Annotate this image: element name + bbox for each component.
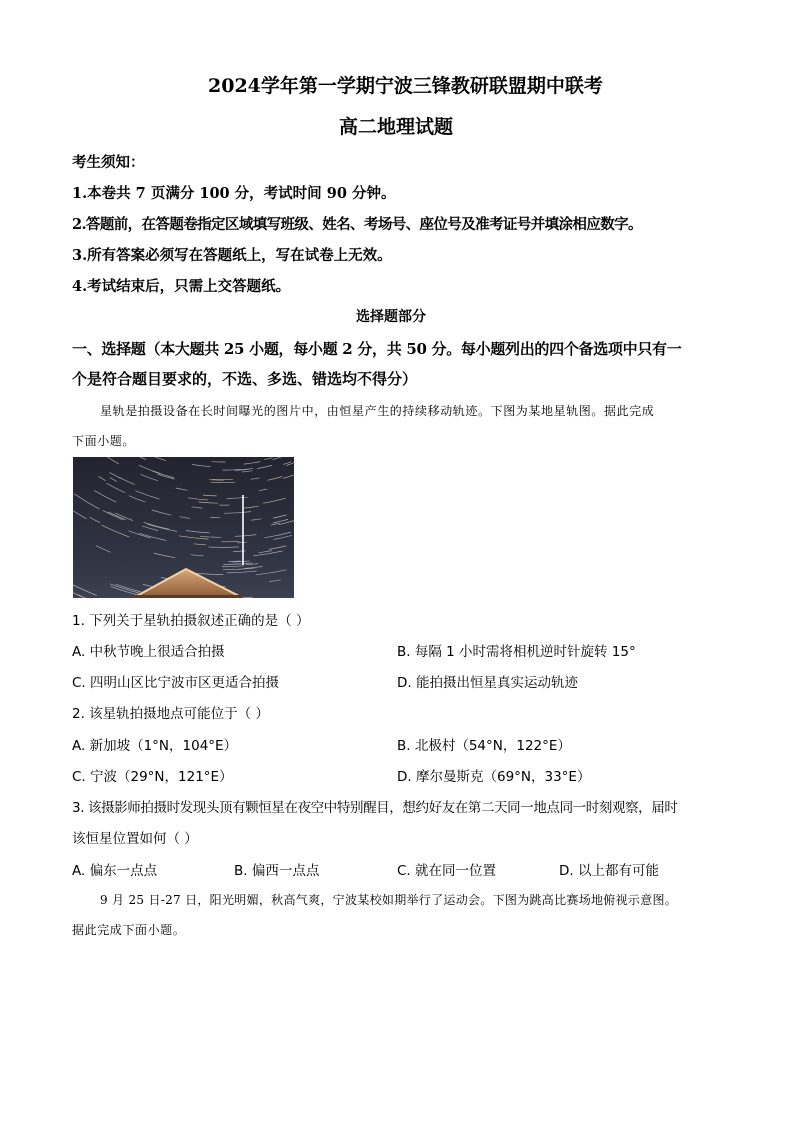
question-2-stem: 2. 该星轨拍摄地点可能位于（ ） — [72, 706, 269, 722]
question-1-option-a: A. 中秋节晚上很适合拍摄 — [72, 644, 225, 660]
notice-heading: 考生须知： — [72, 154, 145, 171]
part1-instructions-line2: 个是符合题目要求的，不选、多选、错选均不得分） — [72, 370, 418, 388]
question-3-option-c: C. 就在同一位置 — [397, 863, 497, 879]
intro1-line2: 下面小题。 — [72, 434, 136, 448]
question-3-stem-line2: 该恒星位置如何（ ） — [72, 831, 198, 847]
star-trail-image — [73, 457, 294, 598]
question-1-stem: 1. 下列关于星轨拍摄叙述正确的是（ ） — [72, 613, 310, 629]
intro1-line1: 星轨是拍摄设备在长时间曝光的图片中，由恒星产生的持续移动轨迹。下图为某地星轨图。据此完成 — [100, 404, 655, 418]
question-2-option-c: C. 宁波（29°N，121°E） — [72, 769, 233, 785]
intro2-line2: 据此完成下面小题。 — [72, 923, 186, 937]
question-3-stem-line1: 3. 该摄影师拍摄时发现头顶有颗恒星在夜空中特别醒目，想约好友在第二天同一地点同一时刻观察，届时 — [72, 800, 678, 816]
exam-subtitle: 高二地理试题 — [339, 116, 454, 138]
notice-item-4: 4.考试结束后，只需上交答题纸。 — [72, 278, 291, 295]
question-1-option-b: B. 每隔 1 小时需将相机逆时针旋转 15° — [397, 644, 636, 660]
question-3-option-b: B. 偏西一点点 — [234, 863, 320, 879]
question-2-option-d: D. 摩尔曼斯克（69°N，33°E） — [397, 769, 591, 785]
exam-title: 2024学年第一学期宁波三锋教研联盟期中联考 — [208, 75, 603, 97]
question-3-option-a: A. 偏东一点点 — [72, 863, 158, 879]
question-2-option-a: A. 新加坡（1°N，104°E） — [72, 738, 238, 754]
part1-instructions-line1: 一、选择题（本大题共 25 小题，每小题 2 分，共 50 分。每小题列出的四个备选项中只有一 — [72, 340, 682, 358]
question-3-option-d: D. 以上都有可能 — [559, 863, 659, 879]
notice-item-1: 1.本卷共 7 页满分 100 分，考试时间 90 分钟。 — [72, 185, 396, 202]
intro2-line1: 9 月 25 日-27 日，阳光明媚，秋高气爽，宁波某校如期举行了运动会。下图为跳高比赛场地俯视示意图。 — [100, 893, 678, 907]
star-trail-photo — [73, 457, 294, 598]
question-1-option-d: D. 能拍摄出恒星真实运动轨迹 — [397, 675, 578, 691]
question-1-option-c: C. 四明山区比宁波市区更适合拍摄 — [72, 675, 280, 691]
section-heading: 选择题部分 — [356, 309, 426, 325]
notice-item-2: 2.答题前，在答题卷指定区域填写班级、姓名、考场号、座位号及准考证号并填涂相应数字。 — [72, 216, 642, 233]
question-2-option-b: B. 北极村（54°N，122°E） — [397, 738, 571, 754]
notice-item-3: 3.所有答案必须写在答题纸上，写在试卷上无效。 — [72, 247, 392, 264]
